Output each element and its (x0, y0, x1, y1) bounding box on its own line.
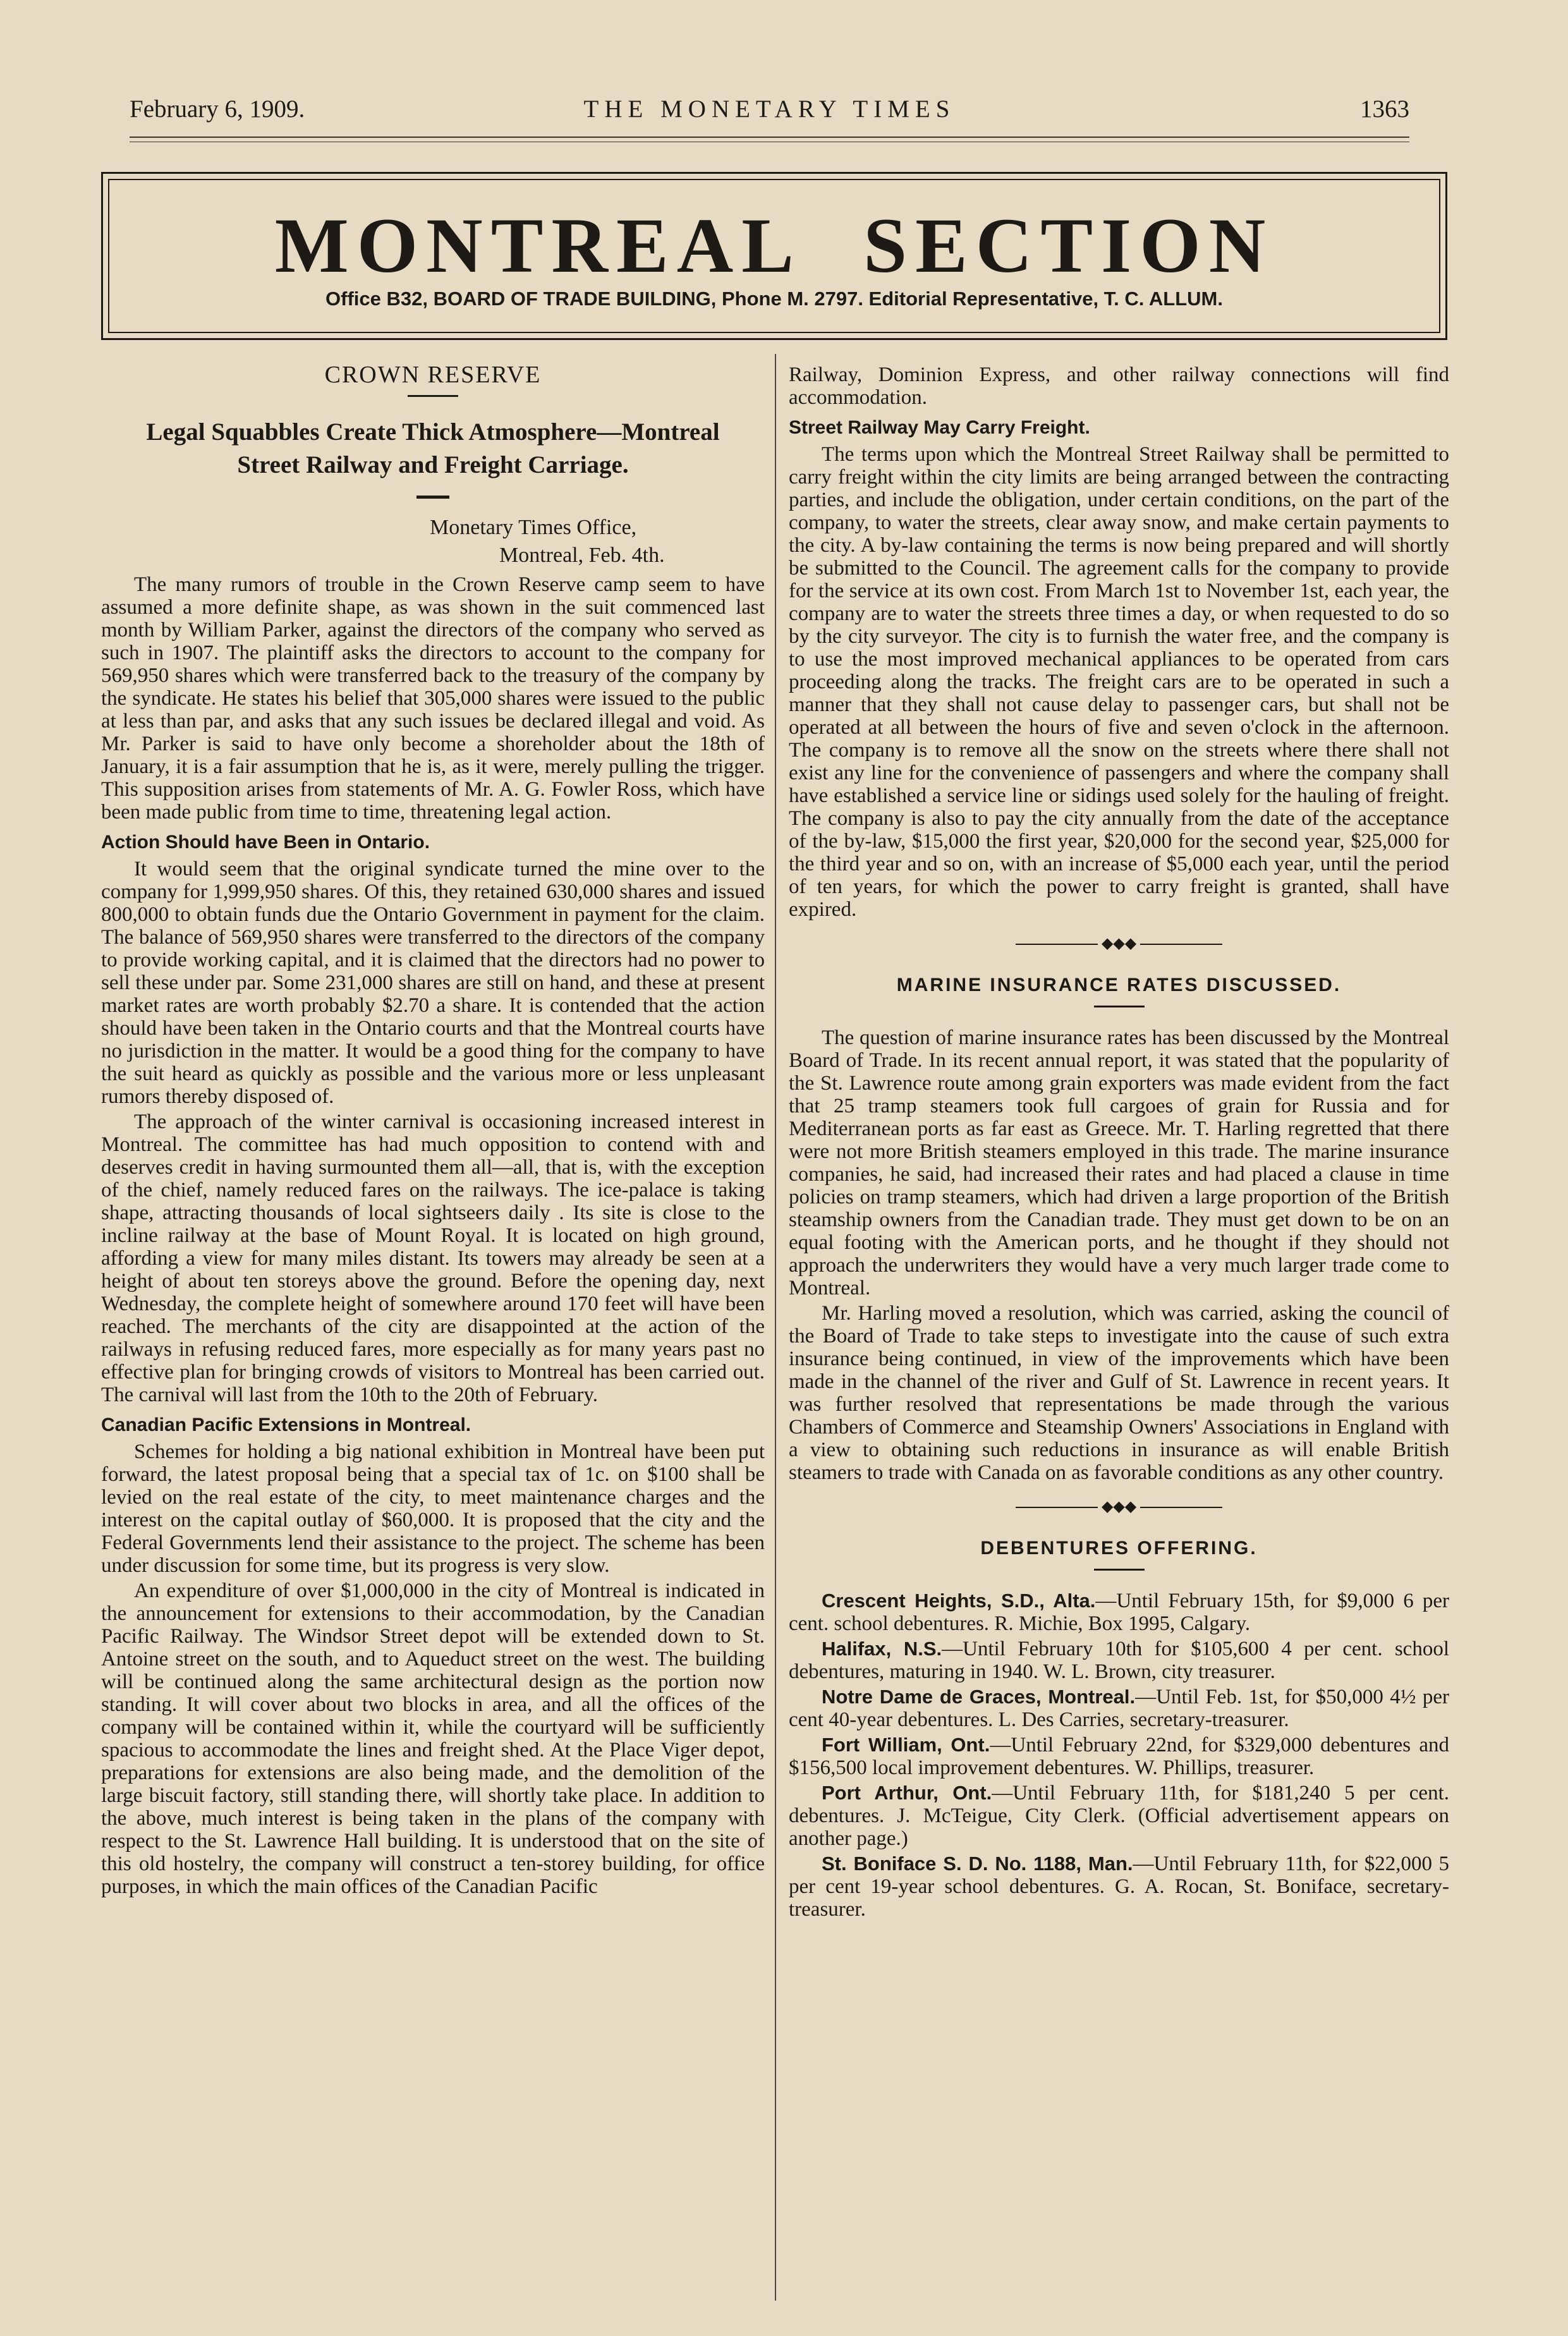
debenture-item (789, 1782, 1449, 1850)
ornament-divider: ◆◆◆ (789, 1495, 1449, 1518)
crown-reserve-title: CROWN RESERVE (324, 362, 542, 388)
debenture-item (789, 1734, 1449, 1779)
publication-title: THE MONETARY TIMES (583, 95, 956, 123)
section-title: MONTREAL SECTION (274, 202, 1274, 289)
crown-reserve-deck (101, 416, 765, 482)
paragraph: Schemes for holding a big national exhibition in Montreal have been put forward, the latest proposal being that a special tax of 1c. on $100 shall be levied on the real estate of the city, to meet maintenance charges and the interest on the capital outlay of $60,000. It is proposed that the city and the Federal Governments lend their assistance to the project. The scheme has been under discussion for some time, but its progress is very slow. (101, 1440, 765, 1577)
paragraph: It would seem that the original syndicate turned the mine over to the company for 1,999,950 shares. Of this, they retained 630,000 shares and issued 800,000 to obtain funds due the Ontario Government in payment for the claim. The balance of 569,950 shares were transferred to the directors of the company to provide working capital, and it is claimed that the directors had no power to sell these under par. Some 231,000 shares are still on hand, and these at present market rates are worth probably $2.70 a share. It is contended that the action should have been taken in the Ontario courts and that the Montreal courts have no jurisdiction in the matter. It would be a good thing for the company to have the suit heard as quickly as possible and the various more or less unpleasant rumors thereby disposed of. (101, 858, 765, 1108)
title-rule (408, 395, 458, 397)
dateline-office: Monetary Times Office, (430, 516, 637, 539)
dateline-place: Montreal, Feb. 4th. (499, 544, 665, 567)
debenture-place: Port Arthur, Ont. (822, 1782, 992, 1804)
subheading: Canadian Pacific Extensions in Montreal. (101, 1414, 471, 1435)
ornament-divider: ◆◆◆ (789, 932, 1449, 955)
deck-rule (416, 496, 449, 499)
section-banner (101, 172, 1447, 340)
paragraph: The question of marine insurance rates has been discussed by the Montreal Board of Trade. In its recent annual report, it was stated that the popularity of the St. Lawrence route among grain exporters was made evident from the fact that 25 tramp steamers took full cargoes of grain for Russia and for Mediterranean ports as far east as Greece. Mr. T. Harling regretted that there were not more British steamers employed in this trade. The marine insurance companies, he said, had increased their rates and had placed a clause in time policies on tramp steamers, which had driven a large proportion of the British steamship owners from the Canadian trade. They must get down to be on an equal footing with the American ports, and he thought if they should not approach the underwriters they would have a very much larger trade come to Montreal. (789, 1026, 1449, 1299)
debenture-list (789, 1590, 1449, 1921)
debenture-text: —Until February 10th for $105,600 4 per cent. school debentures, maturing in 1940. W. L. Brown, city treasurer. (789, 1638, 1449, 1683)
section-subtitle: Office B32, BOARD OF TRADE BUILDING, Phone M. 2797. Editorial Representative, T. C. ALLUM. (325, 288, 1223, 310)
debenture-place: Fort William, Ont. (822, 1734, 990, 1756)
debenture-place: St. Boniface S. D. No. 1188, Man. (822, 1852, 1133, 1875)
debenture-place: Halifax, N.S. (822, 1638, 942, 1660)
page-header (130, 95, 1409, 126)
debenture-item (789, 1638, 1449, 1683)
debenture-text: —Until February 11th, for $22,000 5 per cent 19-year school debentures. G. A. Rocan, St. Boniface, secretary-treasurer. (789, 1852, 1449, 1921)
deck-line: Legal Squabbles Create Thick Atmosphere—Montreal (146, 418, 720, 446)
debenture-text: —Until February 15th, for $9,000 6 per cent. school debentures. R. Michie, Box 1995, Calgary. (789, 1590, 1449, 1635)
dateline (430, 514, 765, 569)
debenture-place: Notre Dame de Graces, Montreal. (822, 1686, 1136, 1708)
paragraph-continued: Railway, Dominion Express, and other railway connections will find accommodation. (789, 363, 1449, 409)
subheading: Action Should have Been in Ontario. (101, 832, 430, 853)
debenture-item (789, 1852, 1449, 1921)
paragraph: An expenditure of over $1,000,000 in the city of Montreal is indicated in the announcement for extensions to their accommodation, by the Canadian Pacific Railway. The Windsor Street depot will be extended down to St. Antoine street on the south, and to Aqueduct street on the west. The building will be continued along the same architectural design as the portion now standing. It will cover about two blocks in area, and all the offices of the company will be contained within it, while the courtyard will be sufficiently spacious to accommodate the lines and freight shed. At the Place Viger depot, preparations for extensions are also being made, and the demolition of the large biscuit factory, still standing there, will shortly take place. In addition to the above, much interest is being taken in the plans of the company with respect to the St. Lawrence Hall building. It is understood that on the site of this old hostelry, the company will construct a ten-storey building, for office purposes, in which the main offices of the Canadian Pacific (101, 1579, 765, 1898)
right-column (789, 363, 1449, 1923)
header-rule (130, 137, 1409, 138)
paragraph: The many rumors of trouble in the Crown Reserve camp seem to have assumed a more definite shape, as was shown in the suit commenced last month by William Parker, against the directors of the company who served as such in 1907. The plaintiff asks the directors to account to the company for 569,950 shares which were transferred back to the treasury of the company by the syndicate. He states his belief that 305,000 shares were issued to the public at less than par, and asks that any such issues be declared illegal and void. As Mr. Parker is said to have only become a shoreholder about the 18th of January, it is a fair assumption that he is, as it were, merely pulling the trigger. This supposition arises from statements of Mr. A. G. Fowler Ross, which have been made public from time to time, threatening legal action. (101, 573, 765, 824)
debenture-item (789, 1686, 1449, 1731)
debenture-text: —Until February 11th, for $181,240 5 per cent. debentures. J. McTeigue, City Clerk. (Official advertisement appears on another page.) (789, 1782, 1449, 1850)
debenture-text: —Until February 22nd, for $329,000 debentures and $156,500 local improvement debentures. W. Phillips, treasurer. (789, 1734, 1450, 1779)
title-rule (1094, 1569, 1145, 1571)
column-divider (775, 354, 776, 2301)
left-column (101, 363, 765, 1901)
title-rule (1094, 1006, 1145, 1007)
subheading: Street Railway May Carry Freight. (789, 417, 1090, 438)
paragraph: The approach of the winter carnival is occasioning increased interest in Montreal. The committee has had much opposition to contend with and deserves credit in having surmounted them all—all, that is, with the exception of the chief, namely reduced fares on the railways. The ice-palace is taking shape, attracting thousands of local sightseers daily . Its site is close to the incline railway at the base of Mount Royal. It is located on high ground, affording a view for many miles distant. Its towers may already be seen at a height of about ten storeys above the ground. Before the opening day, next Wednesday, the complete height of somewhere around 170 feet will have been reached. The merchants of the city are disappointed at the action of the railways in refusing reduced fares, more especially as for many years past no effective plan for bringing crowds of visitors to Montreal has been carried out. The carnival will last from the 10th to the 20th of February. (101, 1110, 765, 1406)
debentures-title: DEBENTURES OFFERING. (980, 1538, 1258, 1559)
debenture-item (789, 1590, 1449, 1635)
debenture-place: Crescent Heights, S.D., Alta. (822, 1590, 1096, 1612)
paragraph: Mr. Harling moved a resolution, which was carried, asking the council of the Board of Trade to take steps to investigate into the cause of such extra insurance being continued, in view of the improvements which have been made in the channel of the river and Gulf of St. Lawrence in recent years. It was further resolved that representations be made through the various Chambers of Commerce and Steamship Owners' Associations in England with a view to obtaining such reductions in insurance as will enable British steamers to trade with Canada on as favorable conditions as any other country. (789, 1302, 1449, 1484)
marine-insurance-title: MARINE INSURANCE RATES DISCUSSED. (896, 975, 1342, 995)
debenture-text: —Until Feb. 1st, for $50,000 4½ per cent 40-year debentures. L. Des Carries, secretary-treasurer. (789, 1686, 1449, 1731)
page-number: 1363 (1360, 95, 1409, 123)
deck-line: Street Railway and Freight Carriage. (237, 451, 629, 478)
issue-date: February 6, 1909. (130, 95, 305, 123)
paragraph: The terms upon which the Montreal Street Railway shall be permitted to carry freight within the city limits are being arranged between the contracting parties, and include the obligation, under certain conditions, on the part of the company, to water the streets, clear away snow, and make certain payments to the city. A by-law containing the terms is now being prepared and will shortly be submitted to the Council. The agreement calls for the company to provide for the service at its own cost. From March 1st to November 1st, each year, the company are to water the streets three times a day, or when requested to do so by the city surveyor. The city is to furnish the water free, and the company is to use the most improved mechanical appliances to be operated from cars proceeding along the tracks. The freight cars are to be operated in such a manner that they shall not cause delay to passenger cars, but shall not be operated at all between the hours of five and seven o'clock in the afternoon. The company is to remove all the snow on the streets where there shall not exist any line for the convenience of passengers and where the company shall have established a service line or sidings used solely for the hauling of freight. The company is also to pay the city annually from the date of the acceptance of the by-law, $15,000 the first year, $20,000 for the second year, $25,000 for the third year and so on, with an increase of $5,000 each year, until the period of ten years, for which the power to carry freight is granted, shall have expired. (789, 443, 1449, 921)
